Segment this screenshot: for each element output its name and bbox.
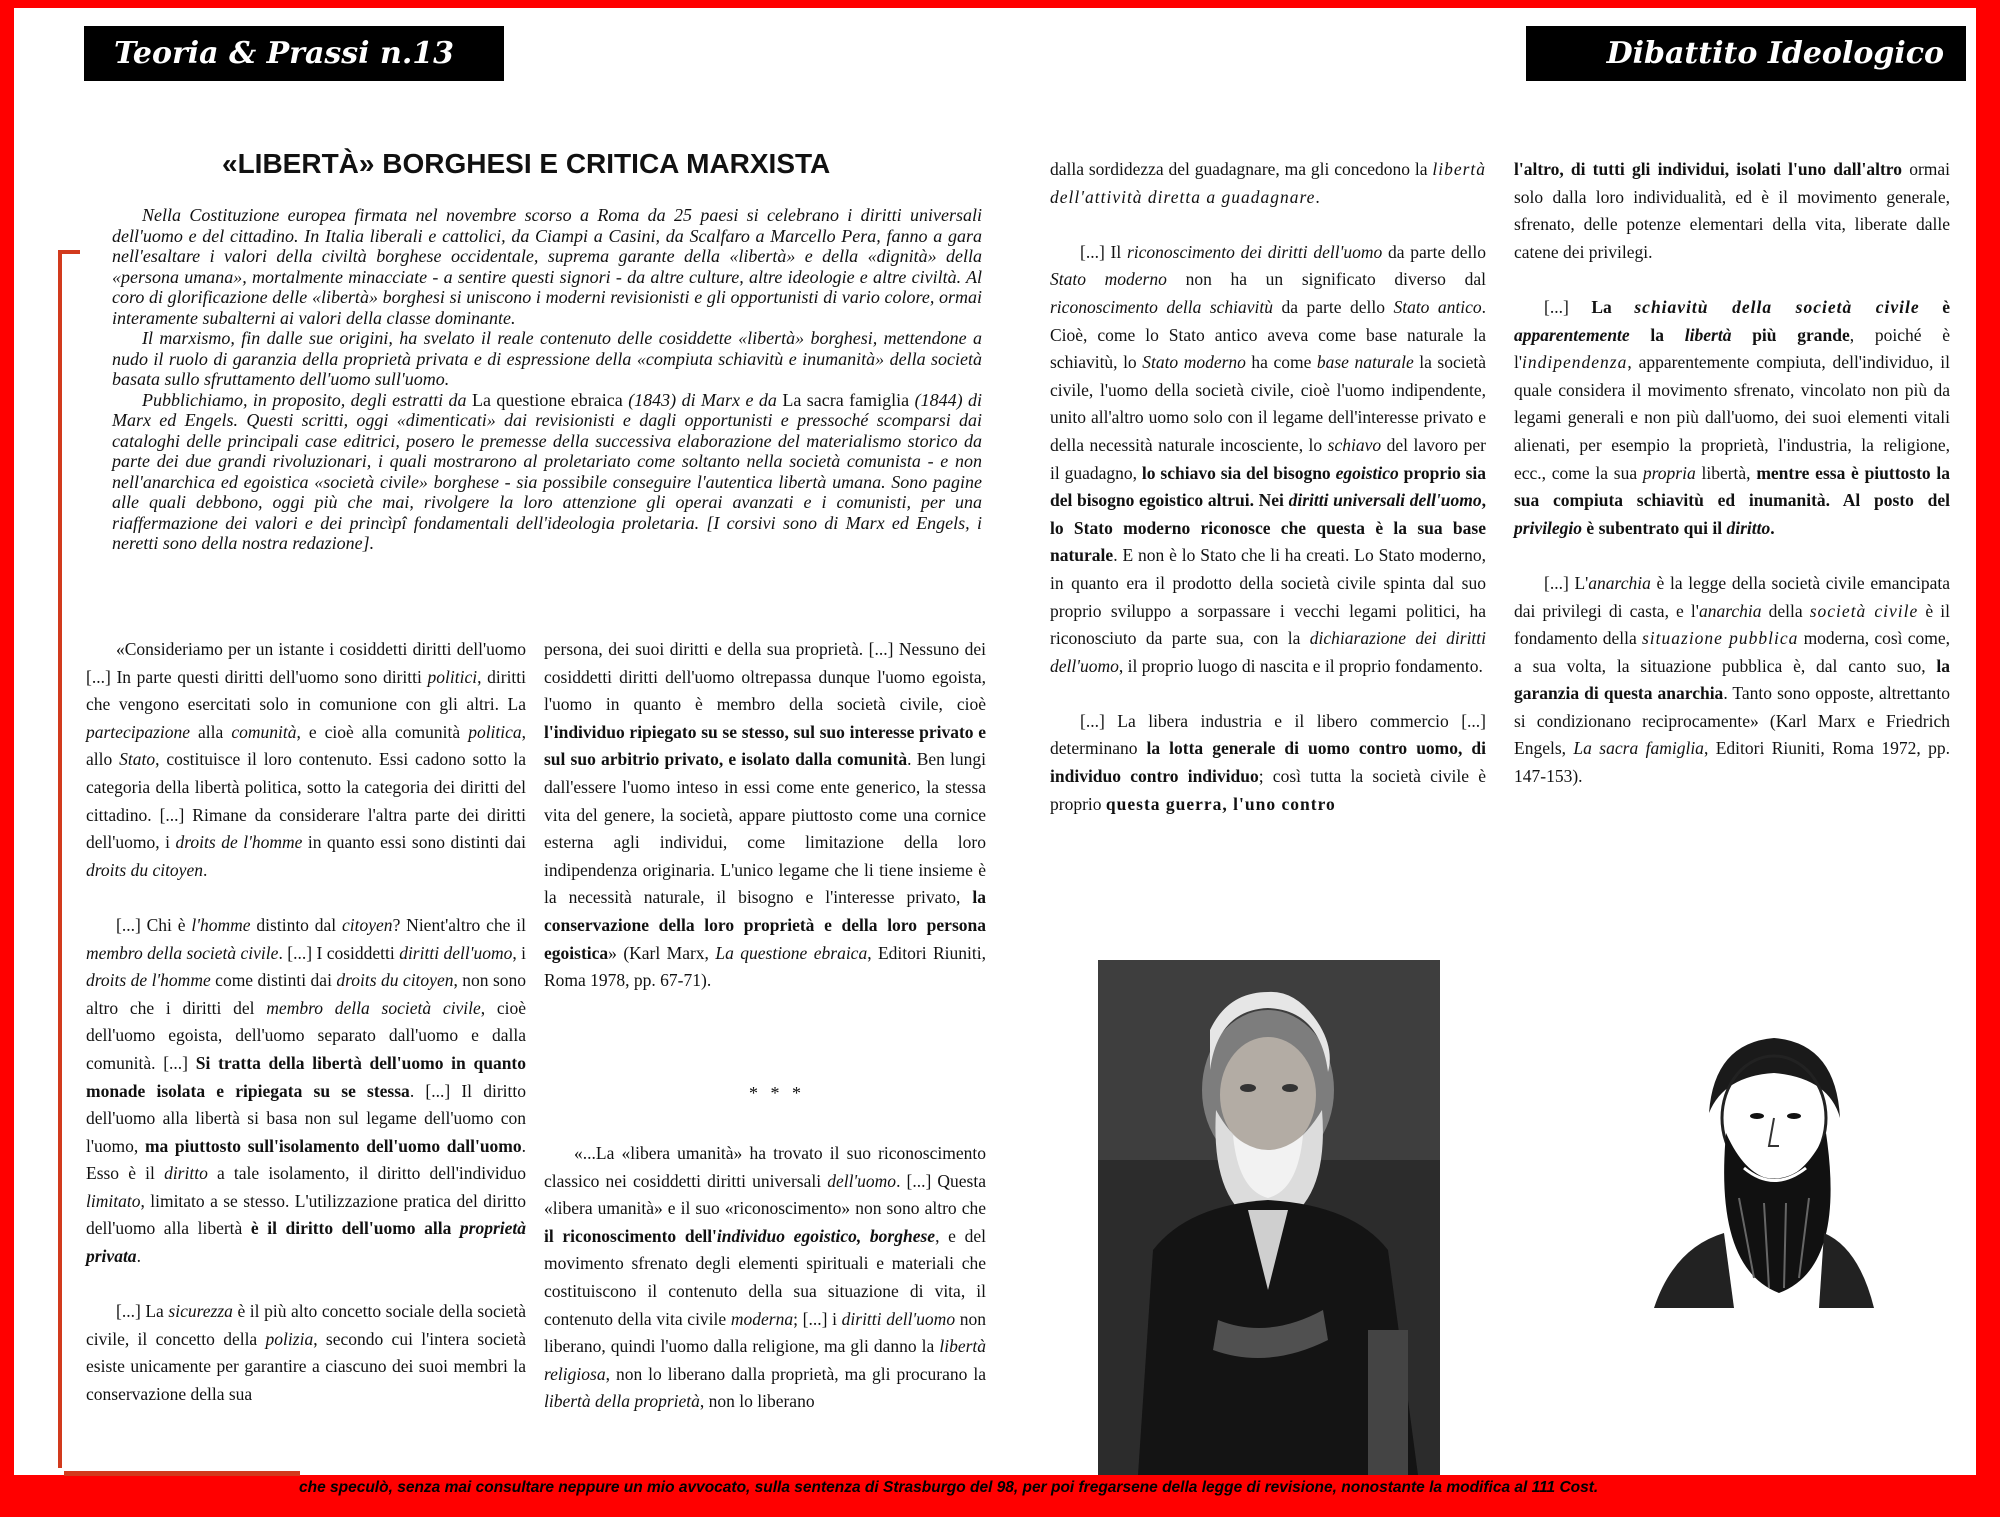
magazine-title: Teoria & Prassi n.13 — [114, 36, 455, 71]
intro-paragraph-3: Pubblichiamo, in proposito, degli estratti da La questione ebraica (1843) di Marx e da La sacra famiglia (1844) di Marx ed Engels. Questi scritti, oggi «dimenticati» dai revisionisti e dagli opportunisti e pressoché scomparsi dai cataloghi delle principali case editrici, posero le premesse della successiva elaborazione del materialismo storico da parte dei due grandi rivoluzionari, i quali mostrarono al proletariato come soltanto nella società comunista - e non nell'anarchica ed egoistica «società civile» borghese - sia possibile conseguire l'autentica libertà umana. Sono pagine alle quali debbono, oggi più che mai, rivolgere la loro attenzione gli operai avanzati e i comunisti, per una riaffermazione dei valori e dei princìpî fondamentali dell'ideologia proletaria. [I corsivi sono di Marx ed Engels, i neretti sono della nostra redazione]. — [112, 389, 983, 553]
column-1-paragraph-2: [...] Chi è l'homme distinto dal citoyen? Nient'altro che il membro della società civile. [...] I cosiddetti diritti dell'uomo, i droits de l'homme come distinti dai droits du citoyen, non sono altro che i diritti del membro della società civile, cioè dell'uomo egoista, dell'uomo separato dall'uomo e dalla comunità. [...] Si tratta della libertà dell'uomo in quanto monade isolata e ripiegata su se stessa. [...] Il diritto dell'uomo alla libertà si basa non sul legame dell'uomo con l'uomo, ma piuttosto sull'isolamento dell'uomo dall'uomo. Esso è il diritto a tale isolamento, il diritto dell'individuo limitato, limitato a se stesso. L'utilizzazione pratica del diritto dell'uomo alla libertà è il diritto dell'uomo alla proprietà privata. — [86, 914, 527, 1267]
column-3-paragraph-3: [...] La libera industria e il libero commercio [...] determinano la lotta generale di uomo contro uomo, di individuo contro individuo; così tutta la società civile è proprio questa guerra, l'uno contro — [1050, 710, 1487, 814]
section-title: Dibattito Ideologico — [1606, 36, 1944, 71]
magazine-title-banner — [84, 26, 504, 81]
text-column-2 — [544, 636, 986, 995]
magazine-page — [14, 8, 1976, 1496]
section-separator: * * * — [749, 1083, 805, 1103]
left-rule-cap — [58, 250, 80, 254]
column-3-paragraph-1: dalla sordidezza del guadagnare, ma gli concedono la libertà dell'attività diretta a guadagnare. — [1050, 159, 1487, 207]
text-column-2-continued — [544, 1140, 986, 1416]
column-4-paragraph-3: [...] L'anarchia è la legge della società civile emancipata dai privilegi di casta, e l'anarchia della società civile è il fondamento della situazione pubblica moderna, così come, a sua volta, la situazione pubblica è, dal canto suo, la garanzia di questa anarchia. Tanto sono opposte, altrettanto si condizionano reciprocamente» (Karl Marx e Friedrich Engels, La sacra famiglia, Editori Riuniti, Roma 1972, pp. 147-153). — [1514, 572, 1951, 787]
karl-marx-portrait — [1098, 960, 1440, 1475]
column-1-paragraph-3: [...] La sicurezza è il più alto concetto sociale della società civile, il concetto della polizia, secondo cui l'intera società esiste unicamente per garantire a ciascuno dei suoi membri la conservazione della sua — [86, 1301, 527, 1405]
text-column-4 — [1514, 156, 1950, 791]
friedrich-engels-portrait — [1614, 1018, 1914, 1308]
column-4-paragraph-2: [...] La schiavitù della società civile è apparentemente la libertà più grande, poiché è l'indipendenza, apparentemente compiuta, dell'individuo, il quale considera il movimento sfrenato, vincolato non più da legami generali e non più dall'uomo, dei suoi elementi vitali alienati, per esempio la proprietà, l'industria, la religione, ecc., come la sua propria libertà, mentre essa è piuttosto la sua compiuta schiavitù ed inumanità. Al posto del privilegio è subentrato qui il diritto. — [1514, 296, 1951, 538]
column-1-paragraph-1: «Consideriamo per un istante i cosiddetti diritti dell'uomo [...] In parte questi diritti dell'uomo sono diritti politici, diritti che vengono esercitati solo in comunione con gli altri. La partecipazione alla comunità, e cioè alla comunità politica, allo Stato, costituisce il loro contenuto. Essi cadono sotto la categoria della libertà politica, sotto la categoria dei diritti del cittadino. [...] Rimane da considerare l'altra parte dei diritti dell'uomo, i droits de l'homme in quanto essi sono distinti dai droits du citoyen. — [86, 639, 527, 880]
column-2-paragraph-1: persona, dei suoi diritti e della sua proprietà. [...] Nessuno dei cosiddetti diritti dell'uomo oltrepassa dunque l'uomo egoista, l'uomo in quanto è membro della società civile, cioè l'individuo ripiegato su se stesso, sul suo interesse privato e sul suo arbitrio privato, e isolato dalla comunità. Ben lungi dall'essere l'uomo inteso in essi come ente generico, la stessa vita del genere, la società, appare piuttosto come una cornice esterna agli individui, come limitazione della loro indipendenza originaria. L'unico legame che li tiene insieme è la necessità naturale, il bisogno e l'interesse privato, la conservazione della loro proprietà e della loro persona egoistica» (Karl Marx, La questione ebraica, Editori Riuniti, Roma 1978, pp. 67-71). — [544, 639, 987, 991]
article-intro — [112, 205, 982, 554]
left-vertical-rule — [58, 250, 62, 1468]
footer-overlay-text: che speculò, senza mai consultare neppure un mio avvocato, sulla sentenza di Strasburgo del 98, per poi fregarsene della legge di revisione, nonostante la modifica al 111 Cost. — [299, 1479, 1599, 1496]
bottom-horizontal-rule — [64, 1471, 300, 1476]
column-2-paragraph-2: «...La «libera umanità» ha trovato il suo riconoscimento classico nei cosiddetti diritti universali dell'uomo. [...] Questa «libera umanità» e il suo «riconoscimento» non sono altro che il riconoscimento dell'individuo egoistico, borghese, e del movimento sfrenato degli elementi spirituali e materiali che costituiscono il contenuto della sua situazione di vita, il contenuto della vita civile moderna; [...] i diritti dell'uomo non liberano, quindi l'uomo dalla religione, ma gli danno la libertà religiosa, non lo liberano dalla proprietà, ma gli procurano la libertà della proprietà, non lo liberano — [544, 1143, 987, 1412]
text-column-1 — [86, 636, 526, 1409]
column-4-paragraph-1: l'altro, di tutti gli individui, isolati l'uno dall'altro ormai solo dalla loro individualità, ed è il movimento generale, sfrenato, delle potenze elementari della vita, liberate dalle catene dei privilegi. — [1514, 159, 1951, 262]
intro-paragraph-1: Nella Costituzione europea firmata nel novembre scorso a Roma da 25 paesi si celebrano i diritti universali dell'uomo e del cittadino. In Italia liberali e cattolici, da Ciampi a Casini, da Scalfaro a Marcello Pera, fanno a gara nell'esaltare i valori della civiltà borghese occidentale, suprema garante della «libertà» e della «dignità» della «persona umana», mortalmente minacciate - a sentire questi signori - da altre culture, altre ideologie e altre civiltà. Al coro di glorificazione delle «libertà» borghesi si uniscono i moderni revisionisti e gli opportunisti di vario colore, ormai interamente subalterni ai valori della classe dominante. — [112, 205, 982, 328]
article-title: «LIBERTÀ» BORGHESI E CRITICA MARXISTA — [222, 148, 831, 179]
intro-paragraph-2: Il marxismo, fin dalle sue origini, ha svelato il reale contenuto delle cosiddette «libertà» borghesi, mettendone a nudo il ruolo di garanzia della proprietà privata e di espressione della «compiuta schiavitù e inumanità» della società basata sullo sfruttamento dell'uomo sull'uomo. — [112, 328, 982, 389]
section-title-banner — [1526, 26, 1966, 81]
text-column-3 — [1050, 156, 1486, 818]
column-3-paragraph-2: [...] Il riconoscimento dei diritti dell'uomo da parte dello Stato moderno non ha un significato diverso dal riconoscimento della schiavitù da parte dello Stato antico. Cioè, come lo Stato antico aveva come base naturale la schiavitù, lo Stato moderno ha come base naturale la società civile, l'uomo della società civile, cioè l'uomo indipendente, unito all'altro uomo solo con il legame dell'interesse privato e della necessità naturale incosciente, lo schiavo del lavoro per il guadagno, lo schiavo sia del bisogno egoistico proprio sia del bisogno egoistico altrui. Nei diritti universali dell'uomo, lo Stato moderno riconosce che questa è la sua base naturale. E non è lo Stato che li ha creati. Lo Stato moderno, in quanto era il prodotto della società civile spinta dal suo proprio sviluppo a sorpassare i vecchi legami politici, ha riconosciuto da parte sua, con la dichiarazione dei diritti dell'uomo, il proprio luogo di nascita e il proprio fondamento. — [1050, 241, 1487, 676]
